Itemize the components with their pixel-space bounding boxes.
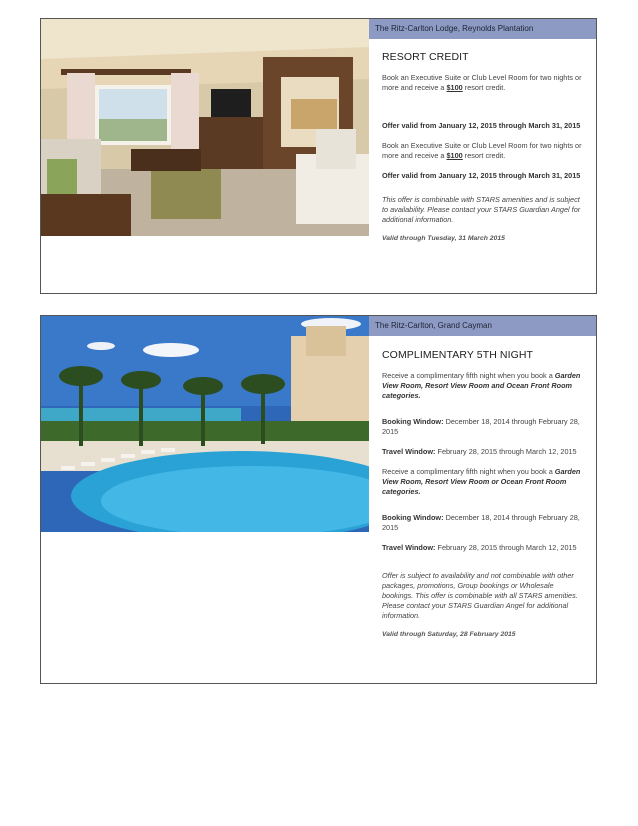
- offer-info-panel: [369, 316, 596, 683]
- offer-valid-dates: Offer valid from January 12, 2015 through March 31, 2015: [382, 121, 581, 130]
- resort-pool-image: [41, 316, 369, 532]
- living-room-image: [41, 19, 369, 236]
- booking-window: Booking Window: December 18, 2014 through February 28, 2015: [382, 513, 580, 532]
- valid-through: Valid through Tuesday, 31 March 2015: [382, 235, 505, 242]
- offer-description: Receive a complimentary fifth night when you book a Garden View Room, Resort View Room or Ocean Front Room categories.: [382, 467, 581, 496]
- hotel-room-photo: [41, 19, 369, 236]
- offer-description: Book an Executive Suite or Club Level Room for two nights or more and receive a $100 resort credit.: [382, 73, 582, 92]
- hotel-pool-photo: [41, 316, 369, 532]
- credit-amount: $100: [446, 151, 463, 160]
- booking-window: Booking Window: December 18, 2014 through February 28, 2015: [382, 417, 580, 436]
- offer-description: Book an Executive Suite or Club Level Room for two nights or more and receive a $100 resort credit.: [382, 141, 582, 160]
- offer-title: RESORT CREDIT: [382, 51, 469, 63]
- offer-title: COMPLIMENTARY 5TH NIGHT: [382, 349, 534, 361]
- room-categories: Garden View Room, Resort View Room or Ocean Front Room categories.: [382, 467, 581, 496]
- offer-description: Receive a complimentary fifth night when you book a Garden View Room, Resort View Room and Ocean Front Room categories.: [382, 371, 581, 400]
- offer-card-resort-credit: [40, 18, 597, 294]
- room-categories: Garden View Room, Resort View Room and Ocean Front Room categories.: [382, 371, 581, 400]
- credit-amount: $100: [446, 83, 463, 92]
- offer-terms: This offer is combinable with STARS amenities and is subject to availability. Please contact your STARS Guardian Angel for additional information.: [382, 195, 581, 224]
- offer-terms: Offer is subject to availability and not combinable with other packages, promotions, Group bookings or Wholesale bookings. This offer is combinable with all STARS amenities. Please contact your STARS Guardian Angel for additional information.: [382, 571, 578, 620]
- hotel-name-bar: The Ritz-Carlton, Grand Cayman: [369, 316, 596, 336]
- offer-valid-dates: Offer valid from January 12, 2015 through March 31, 2015: [382, 171, 581, 180]
- travel-window: Travel Window: February 28, 2015 through March 12, 2015: [382, 447, 577, 456]
- valid-through: Valid through Saturday, 28 February 2015: [382, 631, 516, 638]
- travel-window: Travel Window: February 28, 2015 through March 12, 2015: [382, 543, 577, 552]
- offer-info-panel: [369, 19, 596, 293]
- hotel-name-bar: The Ritz-Carlton Lodge, Reynolds Plantation: [369, 19, 596, 39]
- offer-card-complimentary-night: [40, 315, 597, 684]
